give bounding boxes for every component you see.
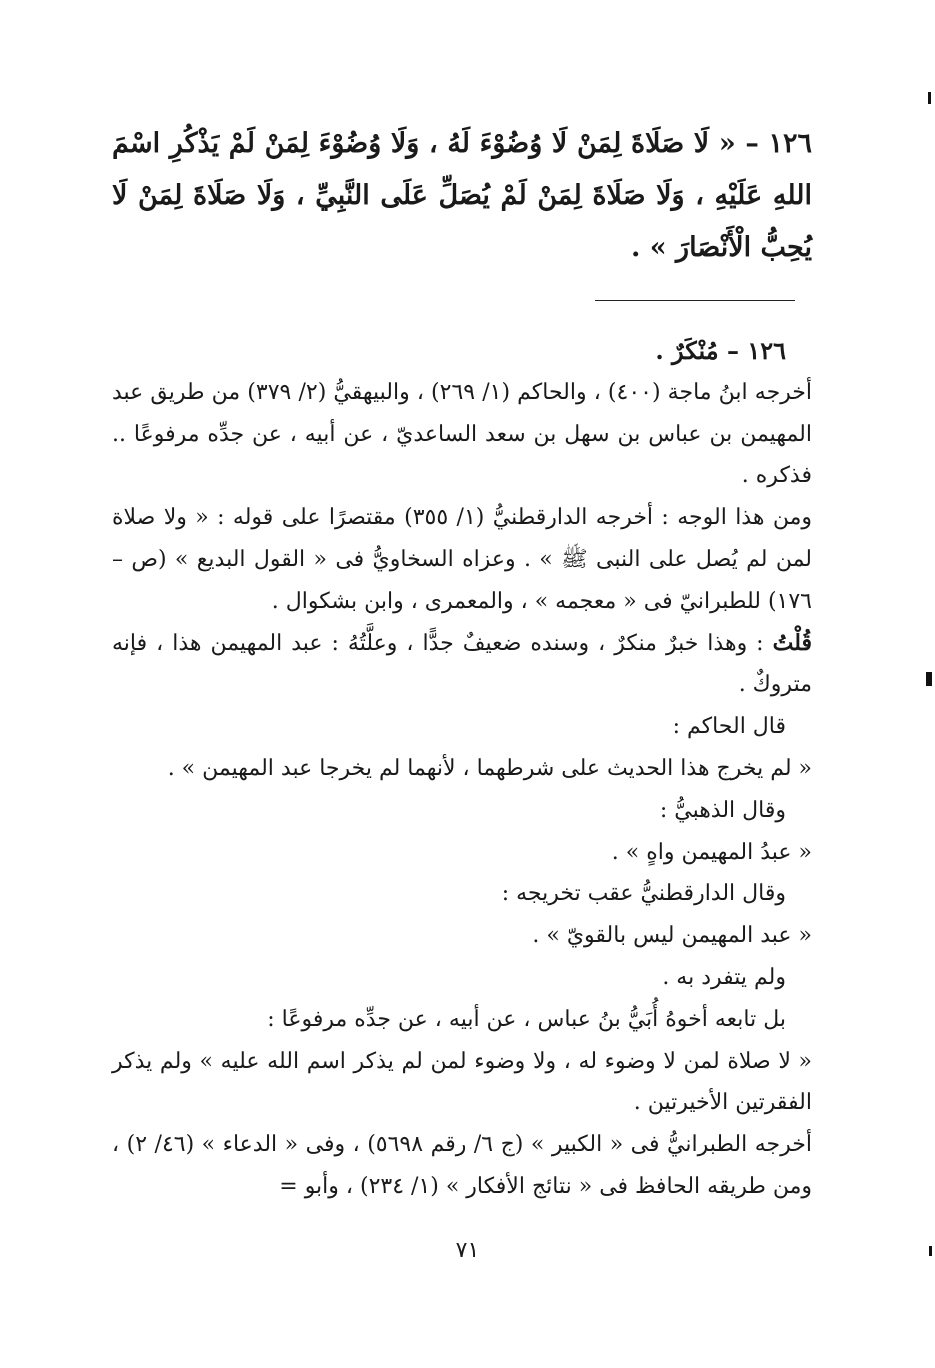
hadith-matn: « لَا صَلَاةَ لِمَنْ لَا وُضُوْءَ لَهُ ، وَلَا وُضُوْءَ لِمَنْ لَمْ يَذْكُرِ اسْمَ اللهِ عَلَيْهِ ، وَلَا صَلَاةَ لِمَنْ لَمْ يُصَلِّ عَلَى النَّبِيِّ ، وَلَا صَلَاةَ لِمَنْ لَا يُحِبُّ الْأَنْصَارَ » . [112,128,812,263]
dhahabi-intro: وقال الذهبيُّ : [659,797,786,823]
daraqutni-intro: وقال الدارقطنيُّ عقب تخريجه : [501,881,786,907]
hadith-text-block [112,118,812,274]
paragraph-daraqutni: ومن هذا الوجه : أخرجه الدارقطنيُّ (١/ ٣٥٥) مقتصرًا على قوله : « ولا صلاة لمن لم يُصل على النبى ﷺ » . وعزاه السخاويُّ فى « القول البديع » (ص – ١٧٦) للطبرانيّ فى « معجمه » ، والمعمرى ، وابن بشكوال . [112,505,813,614]
paragraph-qult [112,623,812,707]
scan-speck [928,92,931,104]
page-number: ٧١ [455,1238,480,1263]
paragraph-takhrij: أخرجه ابنُ ماجة (٤٠٠) ، والحاكم (١/ ٢٦٩) ، والبيهقيُّ (٢/ ٣٧٩) من طريق عبد المهيمن بن عباس بن سهل بن سعد الساعديّ ، عن أبيه ، عن جدِّه مرفوعًا .. فذكره . [112,379,813,489]
hakim-quote: « لم يخرج هذا الحديث على شرطهما ، لأنهما لم يخرجا عبد المهيمن » . [167,755,812,781]
hadith-number: ١٢٦ – [745,128,812,159]
followed-by-brother: بل تابعه أخوهُ أُبَيُّ بنُ عباس ، عن أبيه ، عن جدِّه مرفوعًا : [267,1006,786,1032]
paragraph-tabarani: أخرجه الطبرانيُّ فى « الكبير » (ج ٦/ رقم ٥٦٩٨) ، وفى « الدعاء » (٤٦/ ٢) ، ومن طريقه الحافظ فى « نتائج الأفكار » (١/ ٢٣٤) ، وأبو = [112,1132,812,1199]
qult-label: قُلْتُ [772,629,812,656]
daraqutni-quote: « عبد المهيمن ليس بالقويّ » . [532,923,812,949]
commentary-heading: ١٢٦ – مُنْكَرٌ . [655,336,786,365]
hakim-intro: قال الحاكم : [672,714,786,740]
footnote-separator [595,300,795,301]
dhahabi-quote: « عبدُ المهيمن واهٍ » . [611,839,812,865]
not-alone-note: ولم يتفرد به . [662,964,786,990]
ubay-quote: « لا صلاة لمن لا وضوء له ، ولا وضوء لمن لم يذكر اسم الله عليه » ولم يذكر الفقرتين الأخيرتين . [112,1048,812,1116]
commentary-block [112,330,812,1208]
scan-speck [926,672,932,686]
qult-text: : وهذا خبرٌ منكرٌ ، وسنده ضعيفٌ جدًّا ، وعلَّتُهُ : عبد المهيمن هذا ، فإنه متروكٌ . [112,630,812,698]
scan-speck [929,1246,932,1256]
